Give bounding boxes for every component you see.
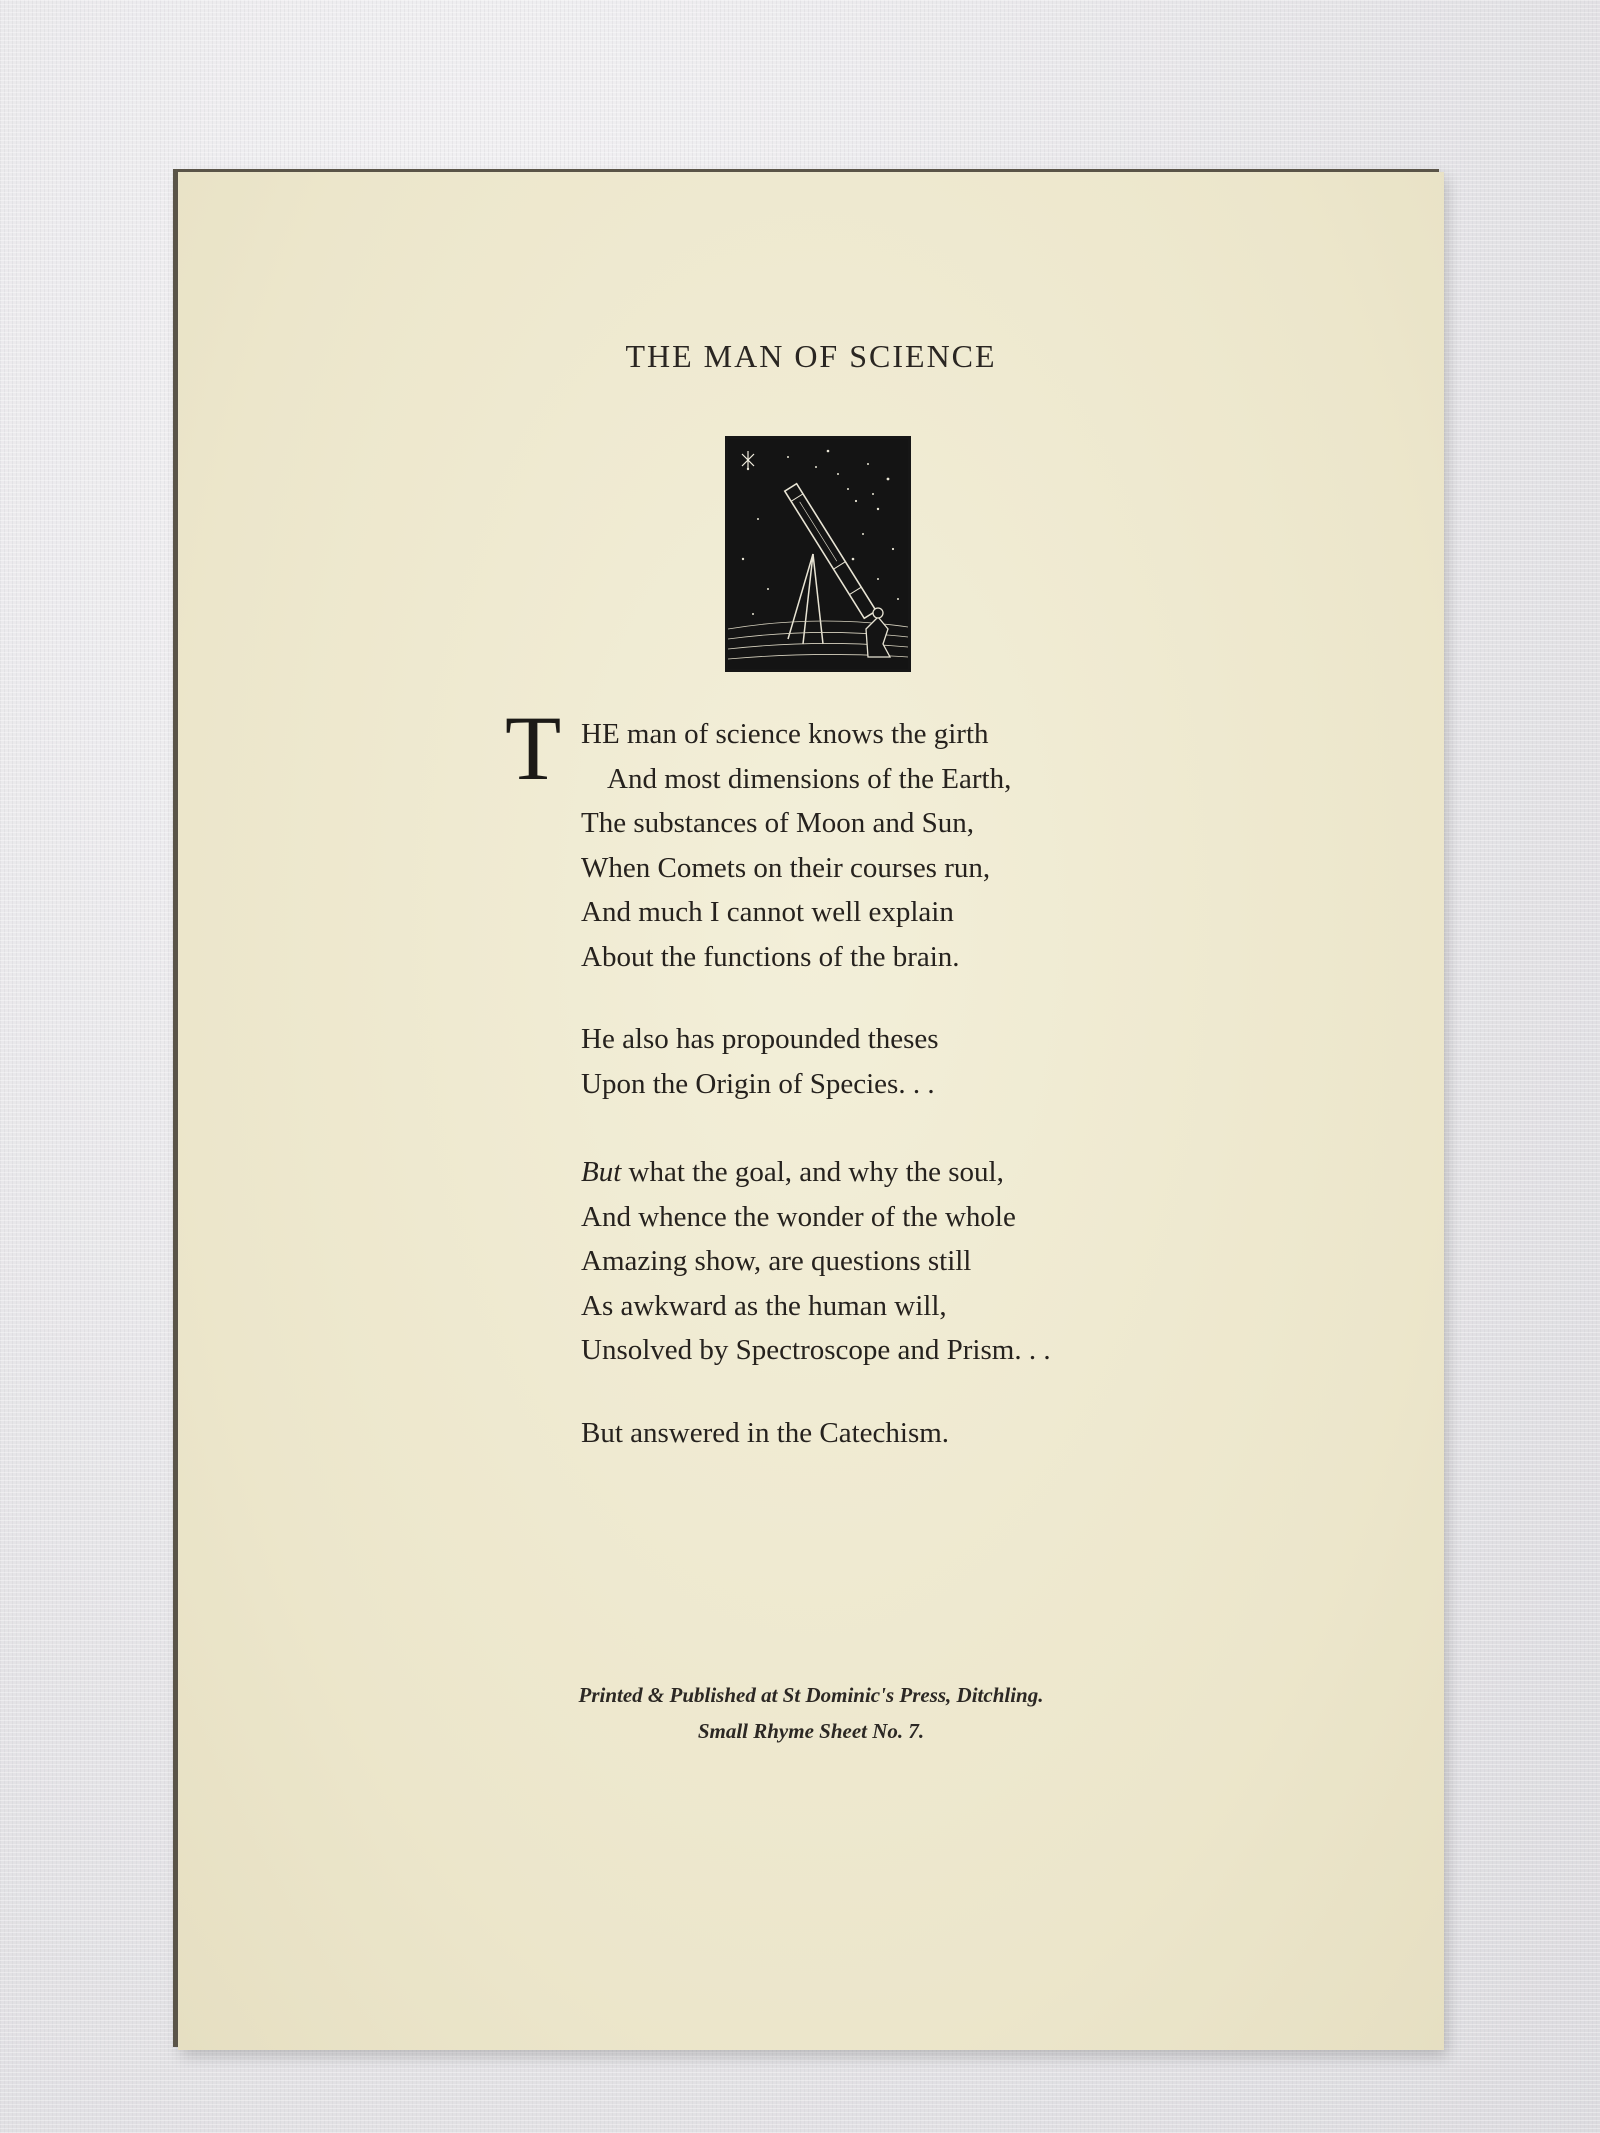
italic-word: But — [581, 1156, 622, 1188]
poem-line: About the functions of the brain. — [581, 940, 960, 973]
poem-line: And much I cannot well explain — [581, 896, 954, 928]
poem-closing-line: But answered in the Catechism. — [581, 1416, 950, 1449]
rhyme-sheet — [178, 172, 1444, 2050]
poem-line: As awkward as the human will, — [581, 1289, 947, 1322]
imprint — [178, 1677, 1444, 1749]
imprint-line-1: Printed & Published at St Dominic's Press, Ditchling. — [578, 1683, 1044, 1707]
poem-line: Amazing show, are questions still — [581, 1245, 972, 1277]
poem-line: Upon the Origin of Species. . . — [581, 1067, 935, 1100]
poem-line: HE man of science knows the girth — [581, 718, 989, 750]
poem-line: When Comets on their courses run, — [581, 851, 991, 884]
telescope-woodcut — [725, 436, 911, 672]
poem — [505, 697, 1281, 1455]
poem-line — [581, 1150, 1281, 1195]
poem-line: He also has propounded theses — [581, 1023, 939, 1055]
page-title: THE MAN OF SCIENCE — [625, 338, 997, 374]
poem-line: And whence the wonder of the whole — [581, 1200, 1016, 1233]
poem-line: The substances of Moon and Sun, — [581, 807, 975, 839]
imprint-line-2: Small Rhyme Sheet No. 7. — [697, 1719, 925, 1743]
poem-line: And most dimensions of the Earth, — [607, 762, 1012, 795]
poem-line-rest: what the goal, and why the soul, — [621, 1156, 1004, 1188]
drop-cap: T — [505, 697, 562, 799]
poem-line: Unsolved by Spectroscope and Prism. . . — [581, 1334, 1051, 1366]
